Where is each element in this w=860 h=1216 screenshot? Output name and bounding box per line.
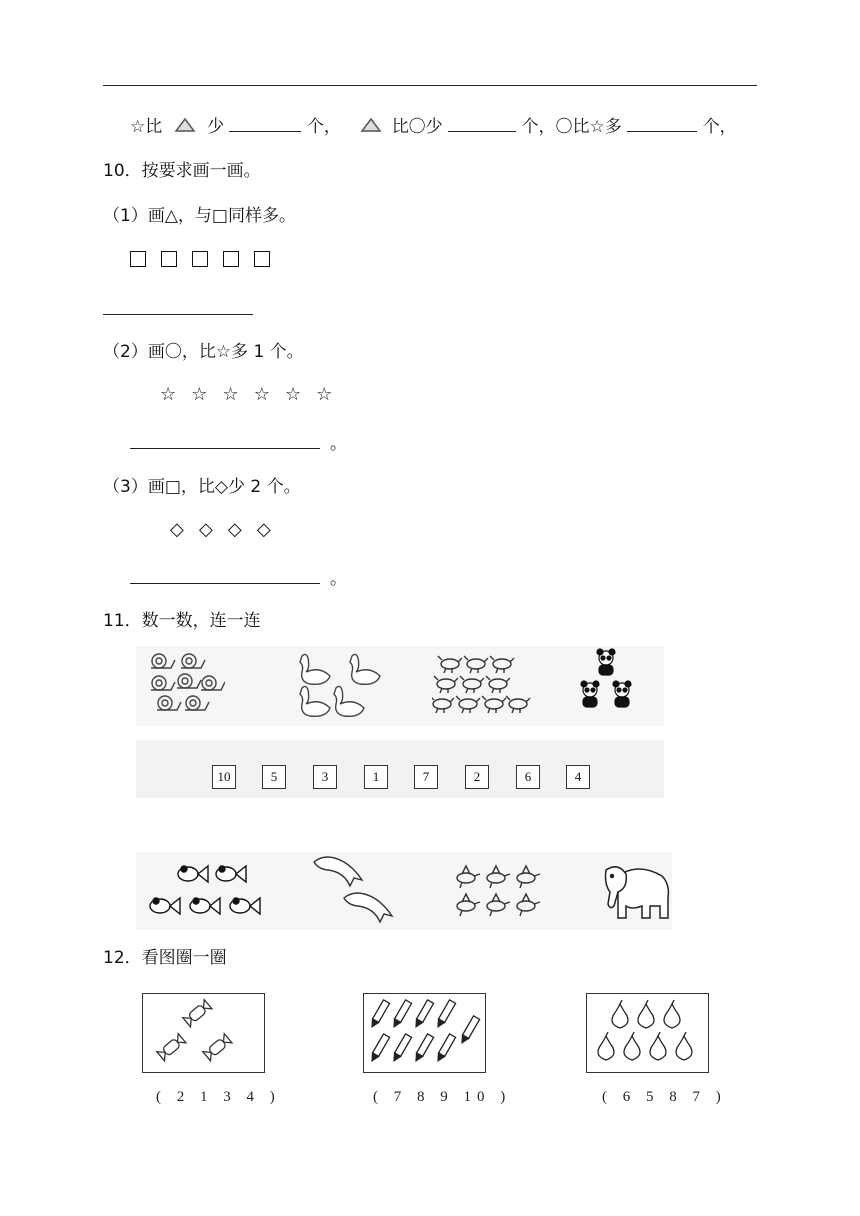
square-icon xyxy=(223,251,239,267)
elephant-image xyxy=(596,862,674,922)
square-icon xyxy=(130,251,146,267)
candy-image xyxy=(150,998,258,1068)
dolphins-image xyxy=(310,852,402,926)
star-icon: ☆ xyxy=(284,384,302,405)
q11-title: 11．数一数，连一连 xyxy=(103,611,261,631)
number-box-1[interactable]: 1 xyxy=(364,765,388,789)
diamond-row xyxy=(170,519,271,540)
period: 。 xyxy=(330,434,347,454)
answer-line-3[interactable] xyxy=(130,583,320,584)
number-box-4[interactable]: 4 xyxy=(566,765,590,789)
q9-text-4: 比〇少 xyxy=(391,117,443,137)
diamond-icon: ◇ xyxy=(256,519,271,540)
star-icon: ☆ xyxy=(253,384,270,405)
number-box-6[interactable]: 6 xyxy=(516,765,540,789)
birds-image xyxy=(432,652,532,718)
diamond-icon: ◇ xyxy=(198,519,213,540)
header-rule xyxy=(103,85,757,86)
q9-line xyxy=(130,115,737,138)
square-row xyxy=(130,251,270,271)
number-box-7[interactable]: 7 xyxy=(414,765,438,789)
q10-part2: （2）画〇，比☆多 1 个。 xyxy=(103,342,304,362)
star-icon: ☆ xyxy=(222,384,239,405)
diamond-icon: ◇ xyxy=(170,519,184,540)
pear-options[interactable]: ( 6 5 8 7 ) xyxy=(602,1089,727,1105)
pears-image xyxy=(592,998,704,1068)
square-icon xyxy=(161,251,177,267)
number-box-2[interactable]: 2 xyxy=(465,765,489,789)
q9-text-6: 个， xyxy=(702,117,737,137)
diamond-icon: ◇ xyxy=(227,519,242,540)
goldfish-image xyxy=(146,862,270,926)
q9-text-5: 个，〇比☆多 xyxy=(521,117,622,137)
q9-text-1: ☆比 xyxy=(130,117,163,137)
star-icon: ☆ xyxy=(191,384,208,405)
answer-line-2[interactable] xyxy=(130,448,320,449)
triangle-icon xyxy=(174,117,196,133)
square-icon xyxy=(254,251,270,267)
star-icon: ☆ xyxy=(316,384,333,405)
birds-image-bottom xyxy=(452,864,552,924)
q12-title: 12．看图圈一圈 xyxy=(103,948,227,968)
q9-blank-3[interactable] xyxy=(627,115,697,132)
pandas-image xyxy=(576,648,642,718)
candy-options[interactable]: ( 2 1 3 4 ) xyxy=(156,1089,281,1105)
number-box-3[interactable]: 3 xyxy=(313,765,337,789)
q9-text-2: 少 xyxy=(207,117,225,137)
star-icon: ☆ xyxy=(160,384,177,405)
q10-part1: （1）画△，与□同样多。 xyxy=(103,206,296,226)
q9-blank-2[interactable] xyxy=(448,115,516,132)
number-box-5[interactable]: 5 xyxy=(262,765,286,789)
q9-blank-1[interactable] xyxy=(229,115,301,132)
triangle-icon xyxy=(360,117,382,133)
star-row xyxy=(160,384,332,405)
pencils-image xyxy=(368,998,482,1068)
period: 。 xyxy=(330,569,347,589)
q10-part3: （3）画□，比◇少 2 个。 xyxy=(103,477,301,497)
q9-text-3: 个， xyxy=(306,117,341,137)
geese-image xyxy=(294,650,394,720)
pencil-options[interactable]: ( 7 8 9 10 ) xyxy=(373,1089,512,1105)
answer-line-1[interactable] xyxy=(103,314,253,315)
number-box-10[interactable]: 10 xyxy=(212,765,236,789)
q10-title: 10．按要求画一画。 xyxy=(103,161,261,181)
square-icon xyxy=(192,251,208,267)
snails-image xyxy=(145,650,225,718)
